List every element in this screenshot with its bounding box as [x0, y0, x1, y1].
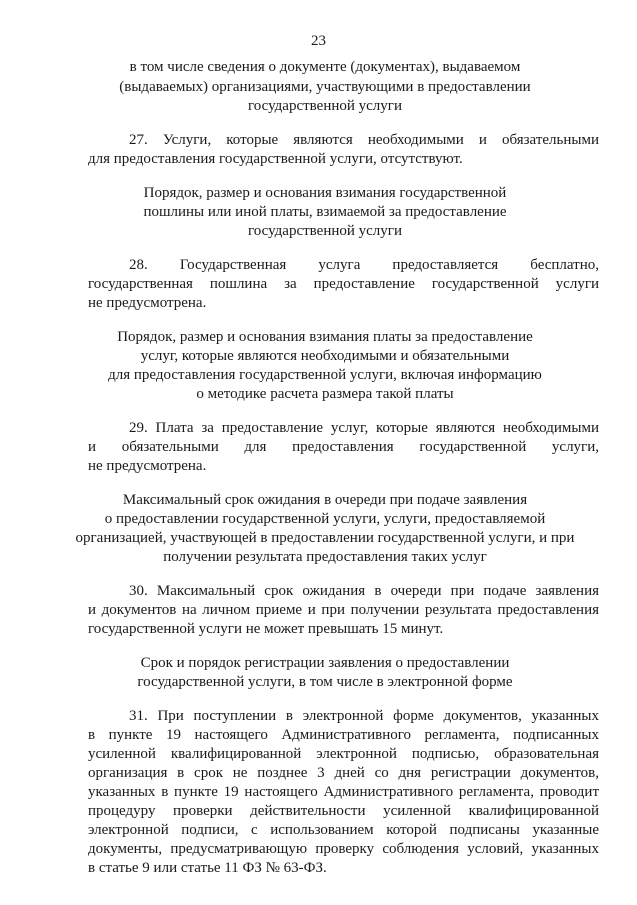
section-heading-line: в том числе сведения о документе (документах), выдаваемом [129, 59, 521, 75]
section-heading-line: о предоставлении государственной услуги, услуги, предоставляемой [104, 511, 546, 527]
paragraph-line: в статье 9 или статье 11 ФЗ № 63-ФЗ. [88, 860, 327, 876]
section-heading-line: государственной услуги, в том числе в электронной форме [137, 674, 513, 690]
section-heading-line: Порядок, размер и основания взимания государственной [143, 185, 507, 201]
paragraph-line: государственной услуги не может превышать 15 минут. [88, 621, 444, 637]
section-heading-line: пошлины или иной платы, взимаемой за предоставление [143, 204, 507, 220]
paragraph-line: организация в срок не позднее 3 дней со дня регистрации документов, [88, 765, 599, 781]
paragraph-line: 27. Услуги, которые являются необходимыми и обязательными [129, 132, 599, 148]
section-heading-line: услуг, которые являются необходимыми и обязательными [140, 348, 510, 364]
section-heading-line: (выдаваемых) организациями, участвующими в предоставлении [119, 79, 531, 95]
paragraph-line: 31. При поступлении в электронной форме документов, указанных [129, 708, 599, 724]
paragraph-line: документы, предусматривающую проверку соблюдения условий, указанных [88, 841, 599, 857]
paragraph-line: 29. Плата за предоставление услуг, которые являются необходимыми [129, 420, 599, 436]
section-heading-line: организацией, участвующей в предоставлении государственной услуги, и при [75, 530, 575, 546]
paragraph-line: и обязательными для предоставления государственной услуги, [88, 439, 599, 455]
section-heading-line: Максимальный срок ожидания в очереди при подаче заявления [122, 492, 528, 508]
section-heading-line: Порядок, размер и основания взимания платы за предоставление [117, 329, 533, 345]
section-heading-line: государственной услуги [248, 98, 402, 114]
paragraph-line: усиленной квалифицированной электронной подписью, образовательная [88, 746, 599, 762]
paragraph-line: 30. Максимальный срок ожидания в очереди при подаче заявления [129, 583, 599, 599]
paragraph-line: электронной подписи, с использованием которой подписаны указанные [88, 822, 599, 838]
paragraph-line: процедуру проверки действительности усиленной квалифицированной [88, 803, 599, 819]
paragraph-line: для предоставления государственной услуги, отсутствуют. [88, 151, 463, 167]
section-heading-line: Срок и порядок регистрации заявления о предоставлении [140, 655, 510, 671]
section-heading-line: о методике расчета размера такой платы [196, 386, 454, 402]
paragraph-line: в пункте 19 настоящего Административного регламента, подписанных [88, 727, 599, 743]
section-heading-line: получении результата предоставления таких услуг [163, 549, 487, 565]
section-heading-line: для предоставления государственной услуги, включая информацию [108, 367, 542, 383]
paragraph-line: государственная пошлина за предоставление государственной услуги [88, 276, 599, 292]
section-heading-line: государственной услуги [248, 223, 402, 239]
paragraph-line: не предусмотрена. [88, 295, 207, 311]
page-number: 23 [311, 33, 326, 49]
paragraph-line: и документов на личном приеме и при получении результата предоставления [88, 602, 599, 618]
paragraph-line: 28. Государственная услуга предоставляется бесплатно, [129, 257, 599, 273]
paragraph-line: указанных в пункте 19 настоящего Административного регламента, проводит [88, 784, 599, 800]
paragraph-line: не предусмотрена. [88, 458, 207, 474]
